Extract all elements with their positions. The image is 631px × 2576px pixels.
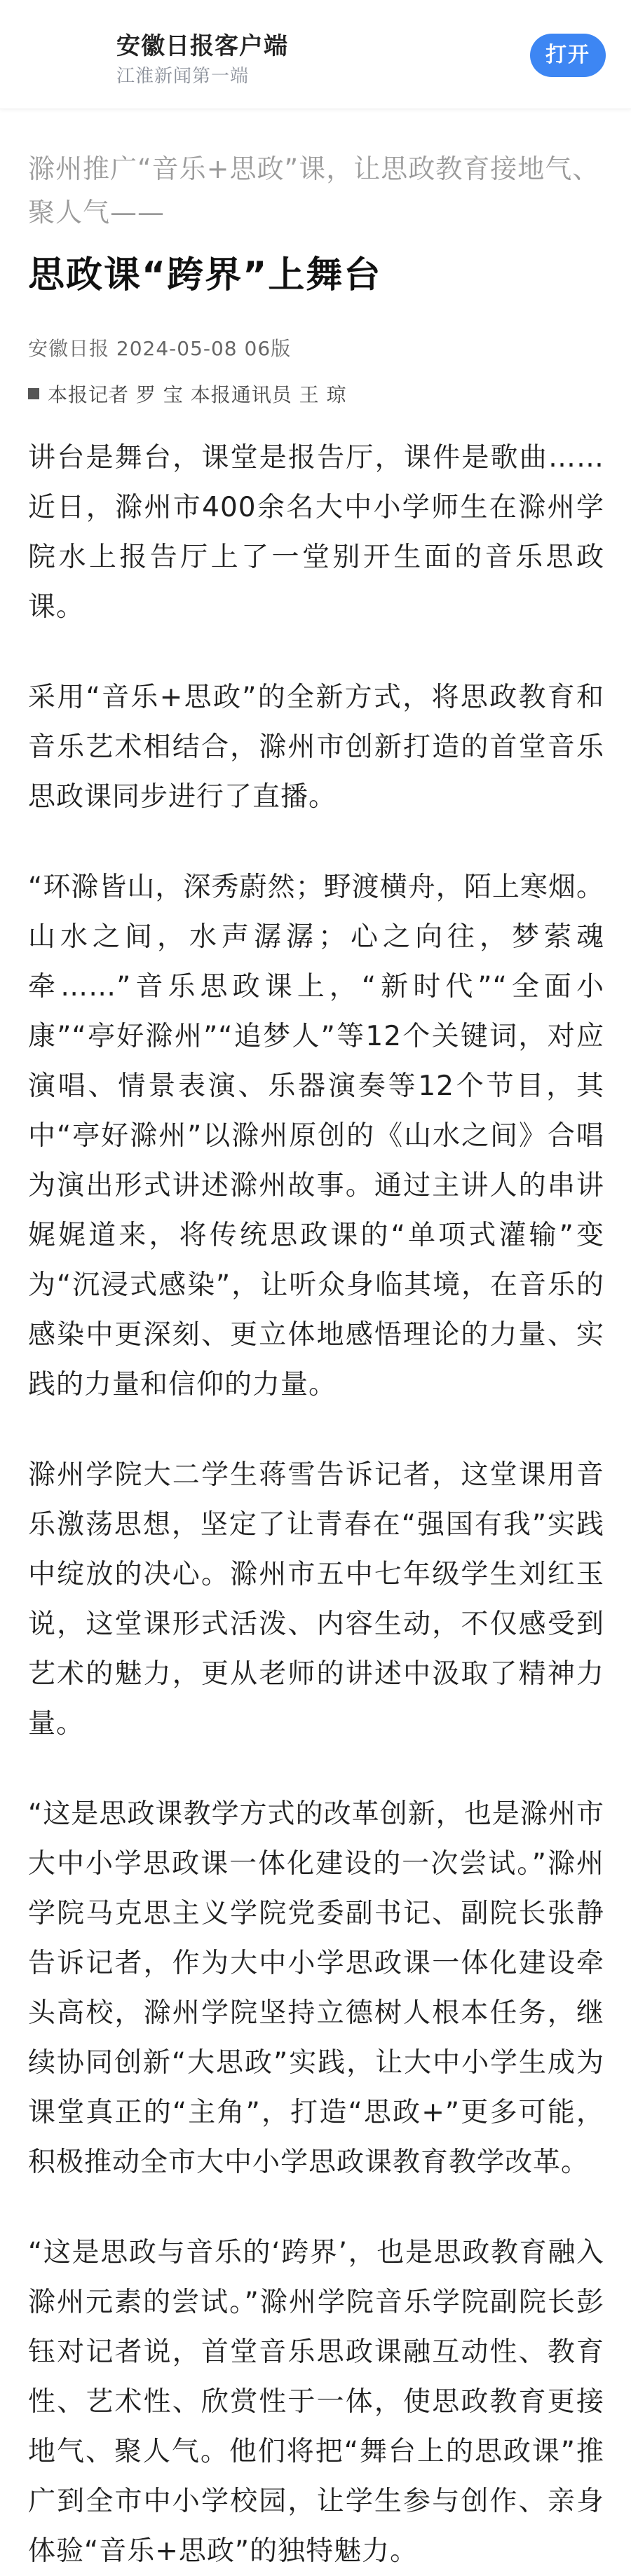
app-logo-icon: [25, 24, 87, 85]
paragraph-6: “这是思政与音乐的‘跨界’，也是思政教育融入滁州元素的尝试。”滁州学院音乐学院副院长彭钰对记者说，首堂音乐思政课融互动性、教育性、艺术性、欣赏性于一体，使思政教育更接地气、聚人气。他们将把“舞台上的思政课”推广到全市中小学校园，让学生参与创作、亲身体验“音乐+思政”的独特魅力。: [28, 2237, 604, 2567]
app-download-banner[interactable]: [0, 0, 631, 109]
article-kicker: 滁州推广“音乐+思政”课，让思政教育接地气、聚人气——: [28, 153, 600, 228]
app-tagline: 江淮新闻第一端: [116, 66, 250, 87]
article-source-date: 安徽日报 2024-05-08 06版: [28, 337, 292, 360]
byline-square-icon: [28, 388, 39, 399]
paragraph-3: “环滁皆山，深秀蔚然；野渡横舟，陌上寒烟。山水之间，水声潺潺；心之向往，梦萦魂牵……”音乐思政课上，“新时代”“全面小康”“亭好滁州”“追梦人”等12个关键词，对应演唱、情景表演、乐器演奏等12个节目，其中“亭好滁州”以滁州原创的《山水之间》合唱为演出形式讲述滁州故事。通过主讲人的串讲娓娓道来，将传统思政课的“单项式灌输”变为“沉浸式感染”，让听众身临其境，在音乐的感染中更深刻、更立体地感悟理论的力量、实践的力量和信仰的力量。: [28, 872, 604, 1400]
paragraph-5: “这是思政课教学方式的改革创新，也是滁州市大中小学思政课一体化建设的一次尝试。”滁州学院马克思主义学院党委副书记、副院长张静告诉记者，作为大中小学思政课一体化建设牵头高校，滁州学院坚持立德树人根本任务，继续协同创新“大思政”实践，让大中小学生成为课堂真正的“主角”，打造“思政+”更多可能，积极推动全市大中小学思政课教育教学改革。: [28, 1798, 604, 2178]
article-byline: [28, 380, 604, 408]
paragraph-2: 采用“音乐+思政”的全新方式，将思政教育和音乐艺术相结合，滁州市创新打造的首堂音乐思政课同步进行了直播。: [28, 682, 604, 813]
article: [0, 147, 631, 2576]
byline-text: 本报记者 罗 宝 本报通讯员 王 琼: [48, 383, 347, 406]
app-name: 安徽日报客户端: [116, 32, 288, 60]
paragraph-1: 讲台是舞台，课堂是报告厅，课件是歌曲……近日，滁州市400余名大中小学师生在滁州学院水上报告厅上了一堂别开生面的音乐思政课。: [28, 442, 604, 623]
open-app-button[interactable]: 打开: [530, 34, 606, 77]
article-headline: 思政课“跨界”上舞台: [28, 254, 382, 296]
paragraph-4: 滁州学院大二学生蒋雪告诉记者，这堂课用音乐激荡思想，坚定了让青春在“强国有我”实践中绽放的决心。滁州市五中七年级学生刘红玉说，这堂课形式活泼、内容生动，不仅感受到艺术的魅力，更从老师的讲述中汲取了精神力量。: [28, 1459, 604, 1740]
